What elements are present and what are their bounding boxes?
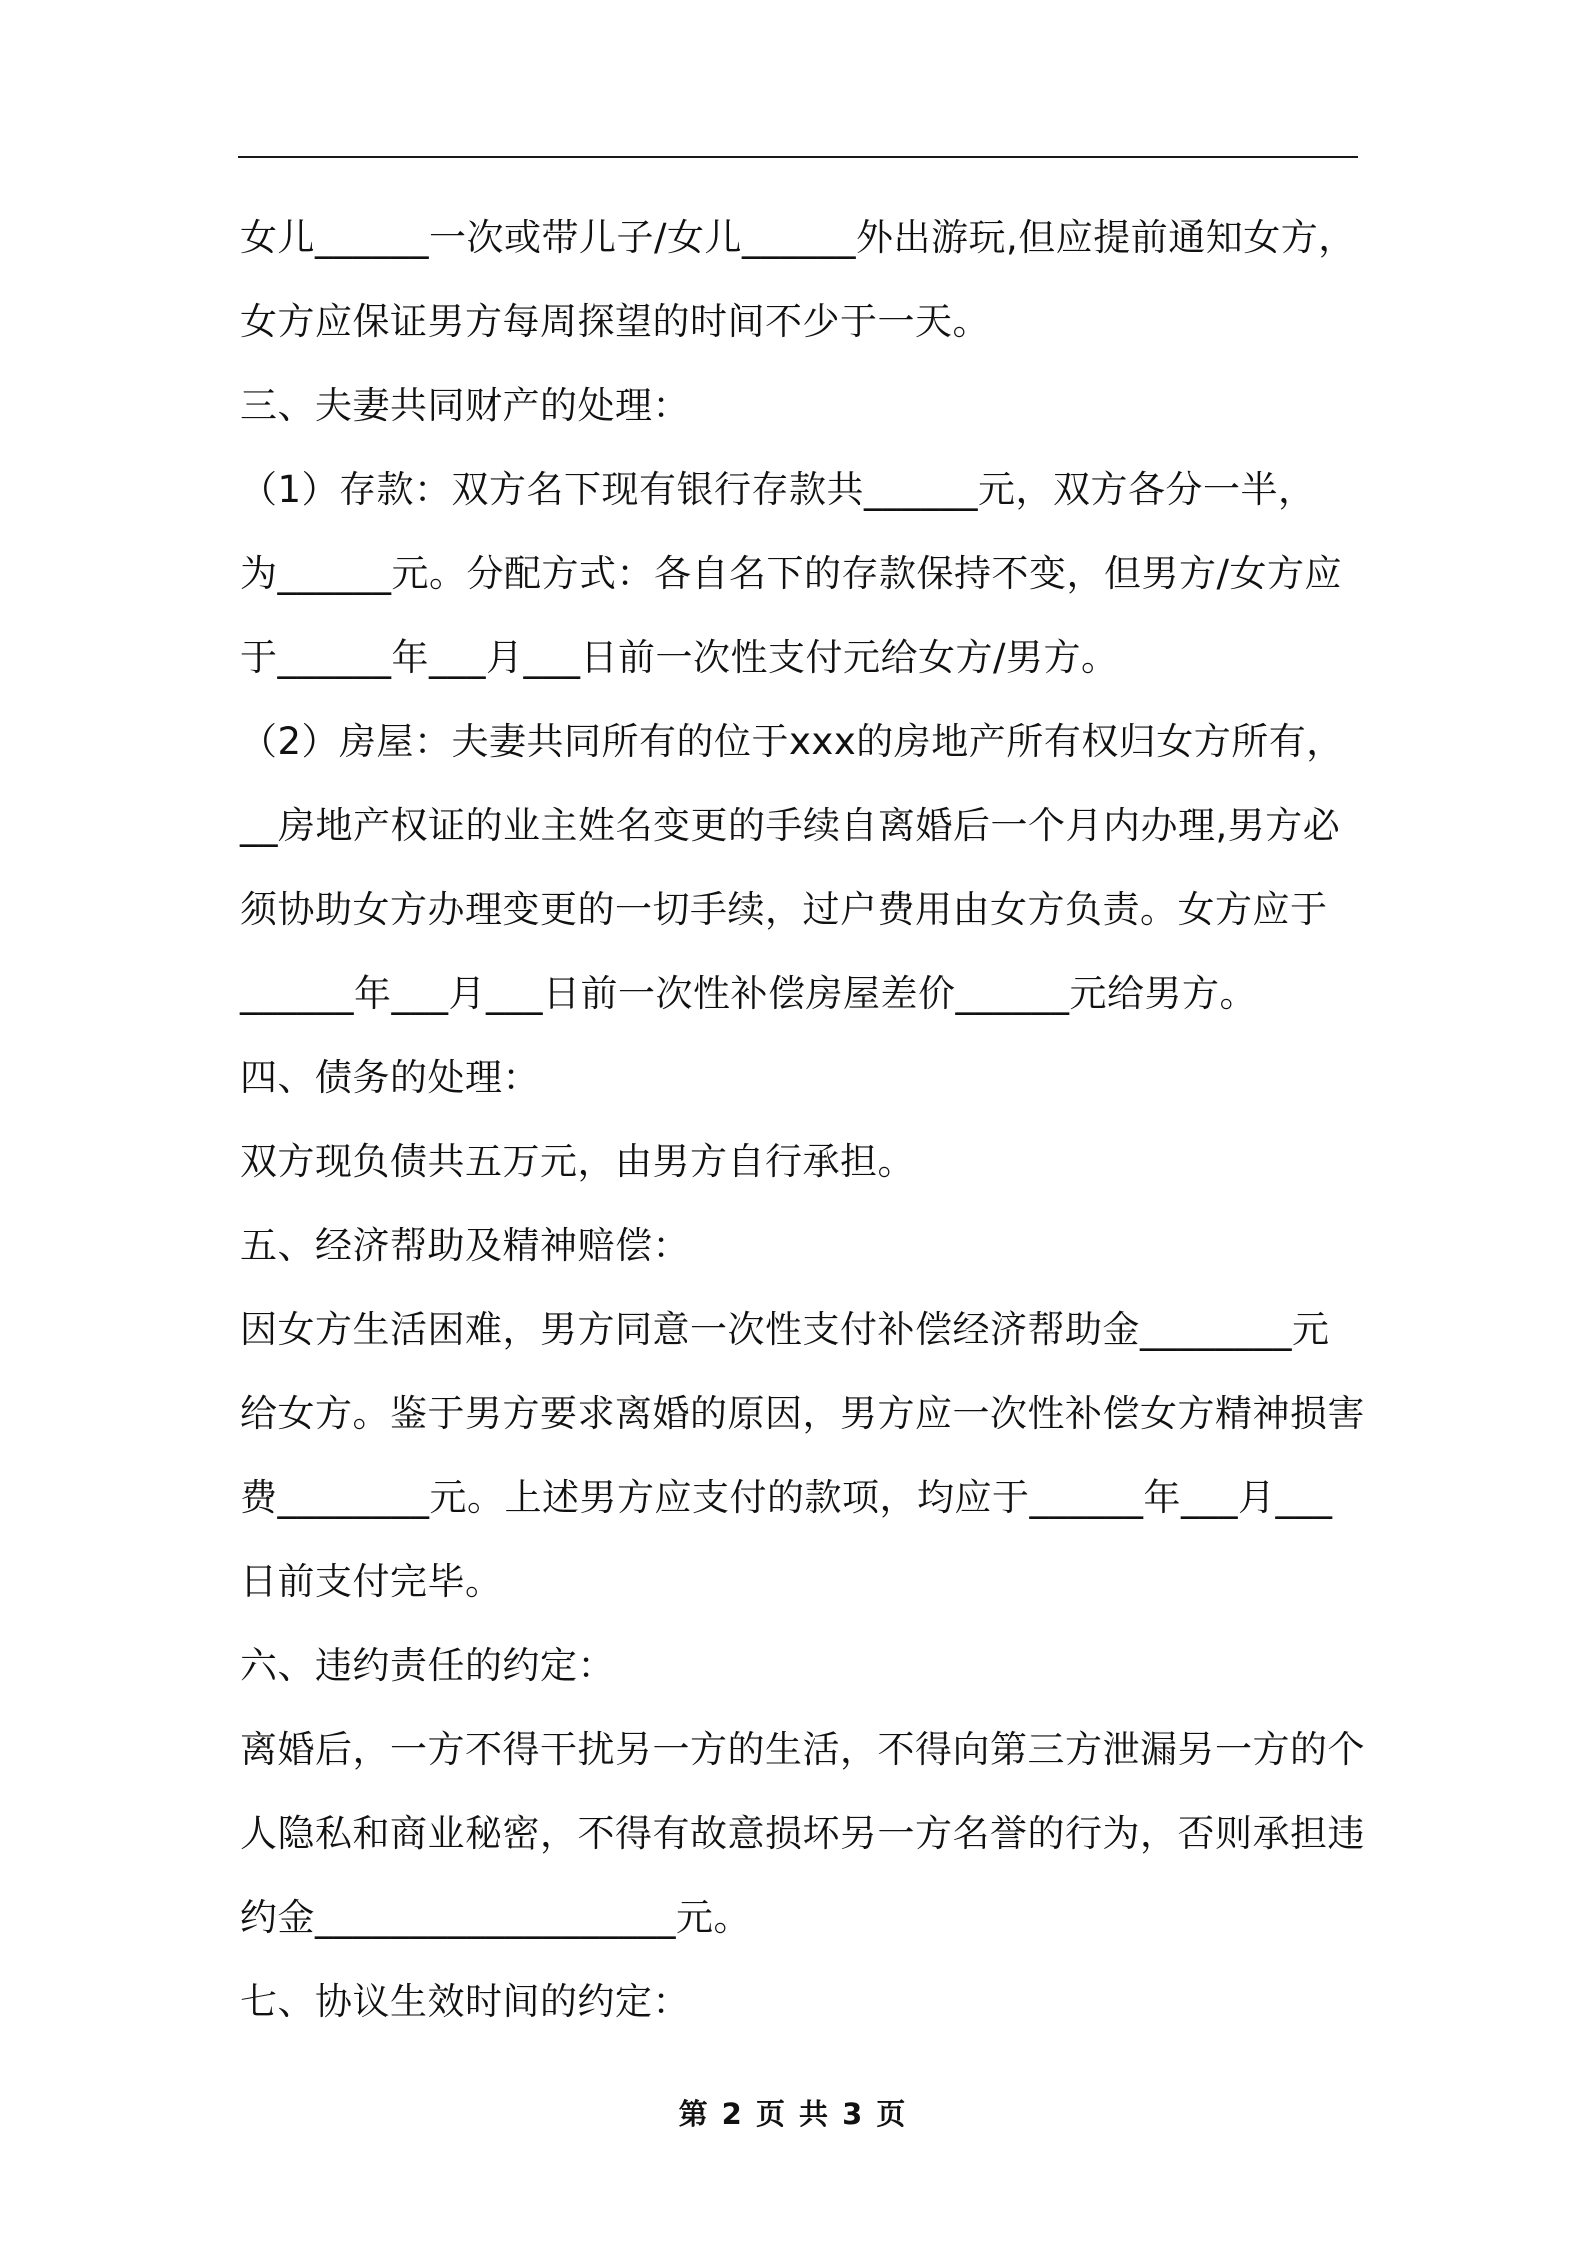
text-line: 人隐私和商业秘密，不得有故意损坏另一方名誉的行为，否则承担违 [240,1812,1365,1855]
section-heading: 七、协议生效时间的约定： [240,1980,690,2023]
text-line: 须协助女方办理变更的一切手续，过户费用由女方负责。女方应于 [240,888,1328,931]
text-line: __房地产权证的业主姓名变更的手续自离婚后一个月内办理,男方必 [240,804,1341,847]
text-line: 双方现负债共五万元，由男方自行承担。 [240,1140,915,1183]
text-line: 于______年___月___日前一次性支付元给女方/男方。 [240,636,1119,679]
text-line: 女方应保证男方每周探望的时间不少于一天。 [240,300,990,343]
section-heading: 五、经济帮助及精神赔偿： [240,1224,690,1267]
text-line: 给女方。鉴于男方要求离婚的原因，男方应一次性补偿女方精神损害 [240,1392,1365,1435]
text-line: 日前支付完毕。 [240,1560,503,1603]
document-body [240,196,1380,2044]
section-heading: 六、违约责任的约定： [240,1644,615,1687]
header-rule [238,156,1358,158]
text-line: ______年___月___日前一次性补偿房屋差价______元给男方。 [240,972,1257,1015]
text-line: 费________元。上述男方应支付的款项，均应于______年___月___ [240,1476,1333,1519]
text-line: 约金___________________元。 [240,1896,751,1939]
text-line: （1）存款：双方名下现有银行存款共______元，双方各分一半， [240,468,1316,511]
text-line: 因女方生活困难，男方同意一次性支付补偿经济帮助金________元 [240,1308,1330,1351]
text-line: 女儿______一次或带儿子/女儿______外出游玩,但应提前通知女方， [240,216,1356,259]
text-line: 为______元。分配方式：各自名下的存款保持不变，但男方/女方应 [240,552,1342,595]
section-heading: 四、债务的处理： [240,1056,540,1099]
page-number: 第 2 页 共 3 页 [678,2097,908,2131]
section-heading: 三、夫妻共同财产的处理： [240,384,690,427]
text-line: 离婚后，一方不得干扰另一方的生活，不得向第三方泄漏另一方的个 [240,1728,1365,1771]
text-line: （2）房屋：夫妻共同所有的位于xxx的房地产所有权归女方所有， [240,720,1344,763]
